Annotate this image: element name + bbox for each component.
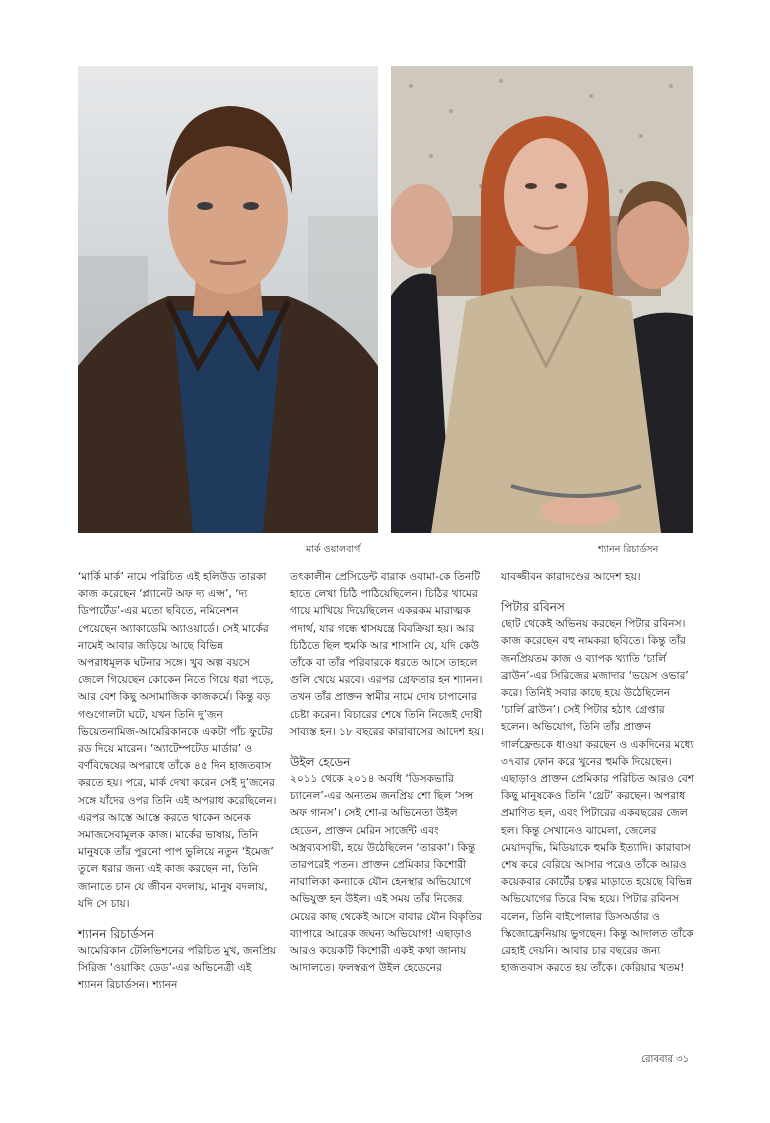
paragraph-will-hayden: ২০১১ থেকে ২০১৪ অবধি ‘ডিসকভারি চ্যানেল’-এর অন্যতম জনপ্রিয় শো ছিল ‘সন্স অফ গানস’। সেই শো-র অভিনেতা উইল হেডেন, প্রাক্তন মেরিন সার্জেন্ট এবং অস্ত্রব্যবসায়ী, হয়ে উঠেছিলেন ‘তারকা’। কিন্তু তারপরেই পতন। প্রাক্তন প্রেমিকার কিশোরী নাবালিকা কন্যাকে যৌন হেনস্থার অভিযোগে অভিযুক্ত হন উইল। এই সময় তাঁর নিজের মেয়ের কাছ থেকেই আসে বাবার যৌন বিকৃতির ব্যাপারে আরেক জঘন্য অভিযোগ! এছাড়াও আরও কয়েকটি কিশোরী একই কথা জানায় আদালতে। ফলস্বরূপ উইল হেডেনের [290,773,483,975]
photo-mark-wahlberg [78,66,378,533]
heading-peter-robbins: পিটার রবিনস [501,600,565,615]
text-column-2 [290,569,486,977]
heading-shannon-richardson: শ্যানন রিচার্ডসন [78,927,155,942]
paragraph-shannon-intro: আমেরিকান টেলিভিশনের পরিচিত মুখ, জনপ্রিয় সিরিজ ‘ওয়াকিং ডেড’-এর অভিনেত্রী এই শ্যানন রিচার্ডসন। শ্যানন [78,945,277,992]
paragraph-will-hayden-continued: যাবজ্জীবন কারাদণ্ডের আদেশ হয়। [501,571,641,583]
text-column-1 [78,569,278,995]
caption-left: মার্ক ওয়ালবার্গ [306,544,361,555]
page-footer: রোববার ৩১ [641,1054,690,1065]
text-column-3 [501,569,695,977]
photo-shannon-richardson [391,66,693,533]
heading-will-hayden: উইল হেডেন [290,755,351,770]
caption-right: শ্যানন রিচার্ডসন [598,544,659,555]
paragraph-mark-wahlberg: ‘মার্কি মার্ক’ নামে পরিচিত এই হলিউড তারকা কাজ করেছেন ‘প্ল্যানেট অফ দ্য এপ্স’, ‘দ্য ডিপার্টেড’-এর মতো ছবিতে, নমিনেশন পেয়েছেন অ্যাকাডেমি অ্যাওয়ার্ডে। সেই মার্কের নামেই আবার জড়িয়ে আছে বিভিন্ন অপরাধমূলক ঘটনার সঙ্গে। খুব অল্প বয়সে জেলে গিয়েছেন কোকেন নিতে গিয়ে ধরা পড়ে, আর বেশ কিছু অসামাজিক কাজকর্মে। কিন্তু বড় গণ্ডগোলটা ঘটে, যখন তিনি দু’জন ভিয়েতনামিজ-আমেরিকানকে একটা পাঁচ ফুটের রড দিয়ে মারেন। ‘অ্যাটেম্পটেড মার্ডার’ ও বর্ণবিদ্বেষের অপরাধে তাঁকে ৪৫ দিন হাজতবাস করতে হয়। পরে, মার্ক দেখা করেন সেই দু’জনের সঙ্গে যাঁদের ওপর তিনি এই অপরাধ করেছিলেন। এরপর আস্তে আস্তে করতে থাকেন অনেক সমাজসেবামূলক কাজ। মার্কের ভাষায়, তিনি মানুষকে তাঁর পুরনো পাপ ভুলিয়ে নতুন ‘ইমেজ’ তুলে ধরার জন্য এই কাজ করছেন না, তিনি জানাতে চান যে জীবন বদলায়, মানুষ বদলায়, যদি সে চায়। [78,571,277,910]
paragraph-shannon-continued: তৎকালীন প্রেসিডেন্ট বারাক ওবামা-কে তিনটি হাতে লেখা চিঠি পাঠিয়েছিলেন। চিঠির খামের গায়ে মাখিয়ে দিয়েছিলেন একরকম মারাত্মক পদার্থ, যার গন্ধে শ্বাসযন্ত্রে বিবক্রিয়া হয়। আর চিঠিতে ছিল হুমকি আর শাসানি যে, যদি কেউ তাঁকে বা তাঁর পরিবারকে ধরতে আসে তাহলে গুলি খেয়ে মরবে। এরপর গ্রেফতার হন শ্যানন। তখন তাঁর প্রাক্তন স্বামীর নামে দোষ চাপানোর চেষ্টা করেন। বিচারের শেষে তিনি নিজেই দোষী সাব্যস্ত হন। ১৮ বছরের কারাবাসের আদেশ হয়। [290,571,484,738]
paragraph-peter-robbins: ছোট থেকেই অভিনয় করছেন পিটার রবিনস। কাজ করেছেন বহু নামকরা ছবিতে। কিন্তু তাঁর জনপ্রিয়তম কাজ ও ব্যাপক খ্যাতি ‘চার্লি ব্রাউন’-এর সিরিজের মজাদার ‘ভয়েস ওভার’ করে। তিনিই সবার কাছে হয়ে উঠেছিলেন ‘চার্লি ব্রাউন’। সেই পিটার হঠাৎ গ্রেপ্তার হলেন। অভিযোগ, তিনি তাঁর প্রাক্তন গার্লফ্রেন্ডকে ধাওয়া করছেন ও একদিনের মধ্যে ৩৭বার ফোন করে খুনের হুমকি দিয়েছেন। এছাড়াও প্রাক্তন প্রেমিকার পরিচিত আরও বেশ কিছু মানুষকেও তিনি ‘থ্রেট’ করছেন। অপরাধ প্রমাণিত হল, এবং পিটারের একবছরের জেল হল। কিন্তু সেখানেও ঝামেলা, জেলের মেয়াদবৃদ্ধি, মিডিয়াকে হুমকি ইত্যাদি। কারাবাস শেষ করে বেরিয়ে আসার পরেও তাঁকে আরও কয়েকবার কোর্টের চত্বর মাড়াতে হয়েছে বিভিন্ন অভিযোগের তিরে বিদ্ধ হয়ে। পিটার রবিনস বলেন, তিনি বাইপোলার ডিসঅর্ডার ও স্কিজোফ্রেনিয়ায় ভুগছেন। কিন্তু আদালত তাঁকে রেহাই দেয়নি। আবার চার বছরের জন্য হাজতবাস করতে হয় তাঁকে। কেরিয়ার খতম! [501,618,695,975]
